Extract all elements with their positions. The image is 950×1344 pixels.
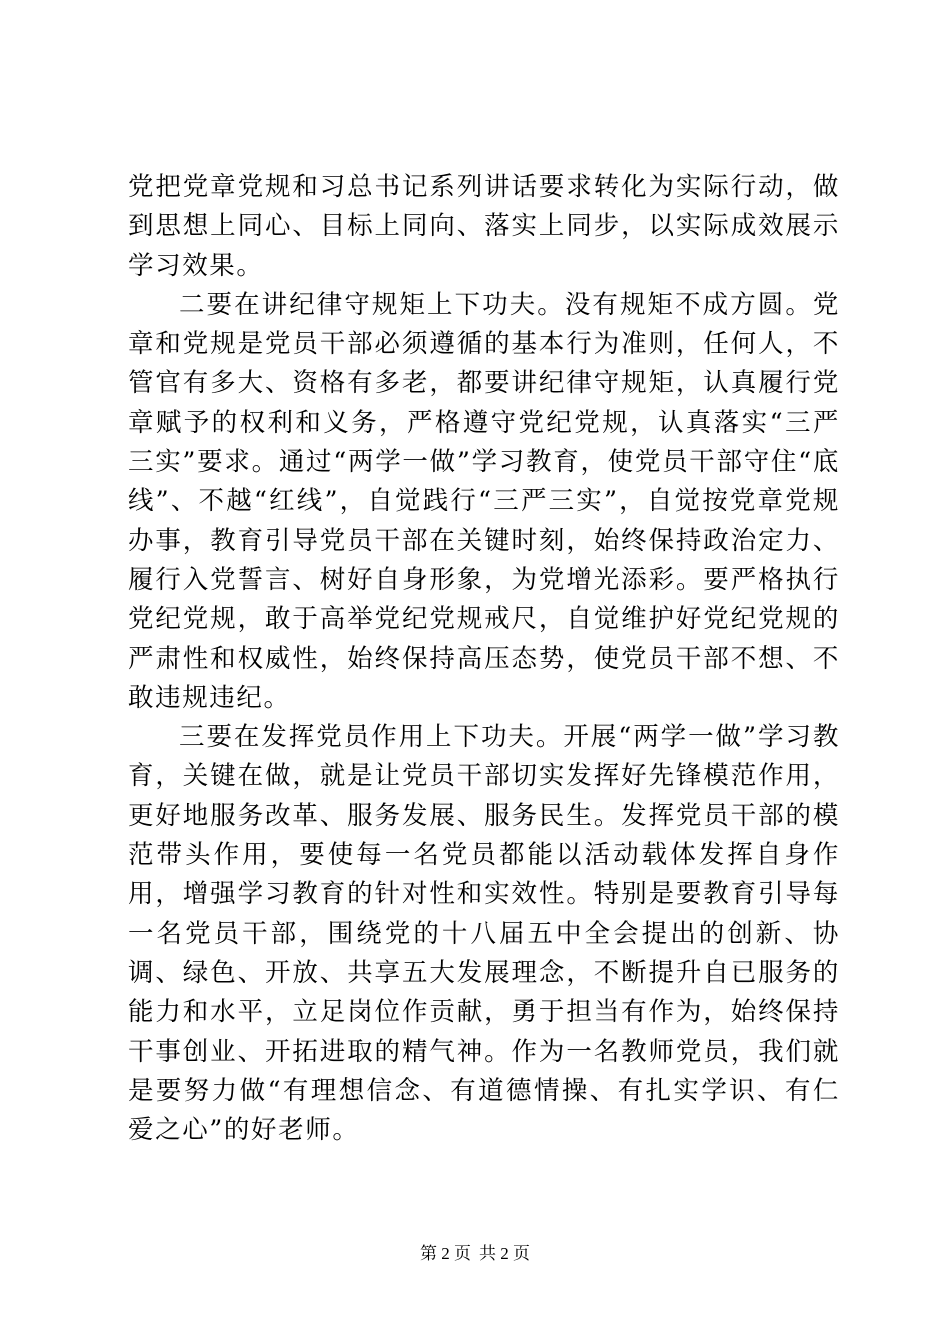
document-body [128,168,840,1150]
page-number: 第 2 页 [420,1244,471,1263]
page-total: 共 2 页 [479,1244,530,1263]
paragraph-continuation: 党把党章党规和习总书记系列讲话要求转化为实际行动，做到思想上同心、目标上同向、落实上同步，以实际成效展示学习效果。 [128,172,840,281]
page-footer [0,1243,950,1265]
paragraph-discipline: 二要在讲纪律守规矩上下功夫。没有规矩不成方圆。党章和党规是党员干部必须遵循的基本行为准则，任何人，不管官有多大、资格有多老，都要讲纪律守规矩，认真履行党章赋予的权利和义务，严格遵守党纪党规，认真落实“三严三实”要求。通过“两学一做”学习教育，使党员干部守住“底线”、不越“红线”，自觉践行“三严三实”，自觉按党章党规办事，教育引导党员干部在关键时刻，始终保持政治定力、履行入党誓言、树好自身形象，为党增光添彩。要严格执行党纪党规，敢于高举党纪党规戒尺，自觉维护好党纪党规的严肃性和权威性，始终保持高压态势，使党员干部不想、不敢违规违纪。 [128,289,840,713]
paragraph-member-role: 三要在发挥党员作用上下功夫。开展“两学一做”学习教育，关键在做，就是让党员干部切实发挥好先锋模范作用，更好地服务改革、服务发展、服务民生。发挥党员干部的模范带头作用，要使每一名党员都能以活动载体发挥自身作用，增强学习教育的针对性和实效性。特别是要教育引导每一名党员干部，围绕党的十八届五中全会提出的创新、协调、绿色、开放、共享五大发展理念，不断提升自已服务的能力和水平，立足岗位作贡献，勇于担当有作为，始终保持干事创业、开拓进取的精气神。作为一名教师党员，我们就是要努力做“有理想信念、有道德情操、有扎实学识、有仁爱之心”的好老师。 [128,722,840,1146]
